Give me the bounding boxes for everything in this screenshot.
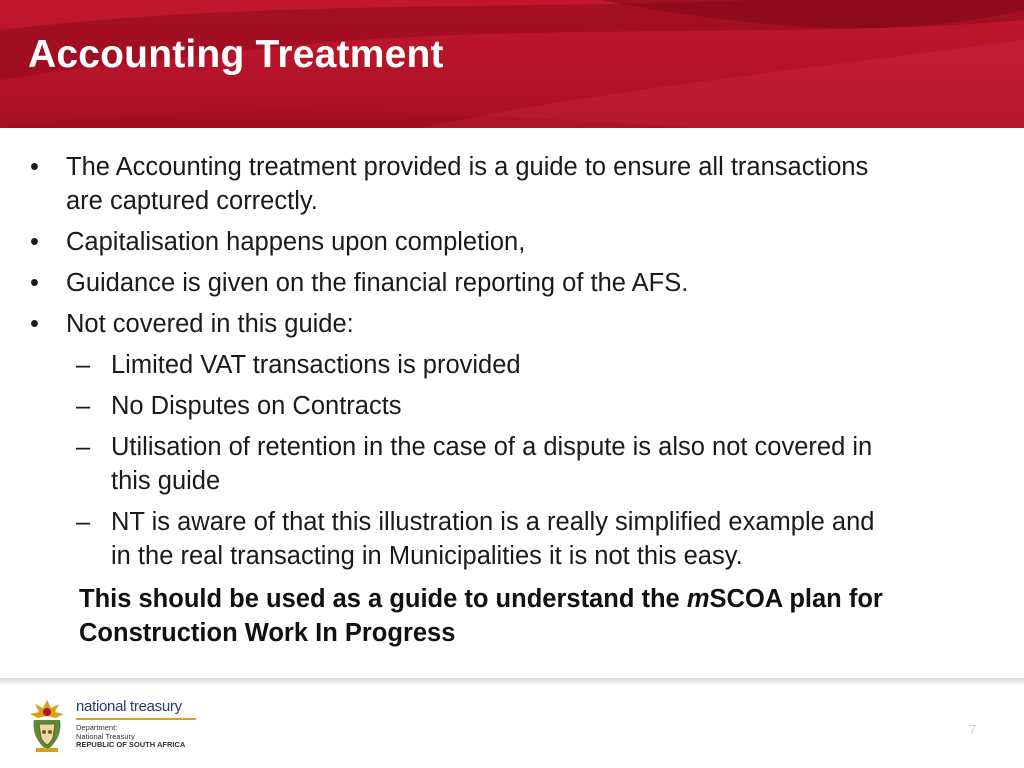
dash-marker: – bbox=[76, 508, 91, 536]
note-italic-m: m bbox=[686, 585, 710, 613]
sub-list-item-text: Utilisation of retention in the case of a dispute is also not covered in bbox=[111, 433, 873, 461]
list-item-text: Guidance is given on the financial reporting of the AFS. bbox=[66, 269, 689, 297]
dash-marker: – bbox=[76, 433, 91, 461]
footer-divider bbox=[0, 678, 1024, 686]
page-number: 7 bbox=[969, 722, 977, 737]
logo-subtext bbox=[76, 724, 185, 750]
logo-main-text: national treasury bbox=[76, 698, 182, 715]
list-item-text: Not covered in this guide: bbox=[66, 310, 354, 338]
national-treasury-logo bbox=[26, 698, 186, 754]
sub-list-item-text: NT is aware of that this illustration is a really simplified example and bbox=[111, 508, 875, 536]
coat-of-arms-icon bbox=[26, 698, 68, 754]
dash-marker: – bbox=[76, 392, 91, 420]
logo-country: REPUBLIC OF SOUTH AFRICA bbox=[76, 740, 186, 749]
dash-marker: – bbox=[76, 351, 91, 379]
logo-gold-rule bbox=[76, 718, 196, 720]
slide-header bbox=[0, 0, 1024, 128]
bullet-marker: • bbox=[30, 153, 39, 181]
sub-list-item-text: Limited VAT transactions is provided bbox=[111, 351, 521, 379]
note-text-part2: SCOA plan for Construction Work In Progress bbox=[79, 585, 883, 647]
list-item-text: The Accounting treatment provided is a guide to ensure all transactions bbox=[66, 153, 869, 181]
bullet-marker: • bbox=[30, 228, 39, 256]
sub-list-item-text: No Disputes on Contracts bbox=[111, 392, 402, 420]
slide-title: Accounting Treatment bbox=[28, 33, 444, 76]
list-item-text: Capitalisation happens upon completion, bbox=[66, 228, 526, 256]
bullet-marker: • bbox=[30, 269, 39, 297]
logo-dept-label: Department: bbox=[76, 723, 118, 732]
sub-list-item-text: this guide bbox=[111, 467, 221, 495]
logo-text bbox=[76, 698, 182, 715]
logo-dept-name: National Treasury bbox=[76, 731, 135, 741]
sub-list-item-text: in the real transacting in Municipalities it is not this easy. bbox=[111, 542, 743, 570]
emphasis-note bbox=[79, 582, 999, 650]
note-text-part1: This should be used as a guide to understand the bbox=[79, 585, 687, 613]
list-item-text: are captured correctly. bbox=[66, 187, 318, 215]
bullet-marker: • bbox=[30, 310, 39, 338]
